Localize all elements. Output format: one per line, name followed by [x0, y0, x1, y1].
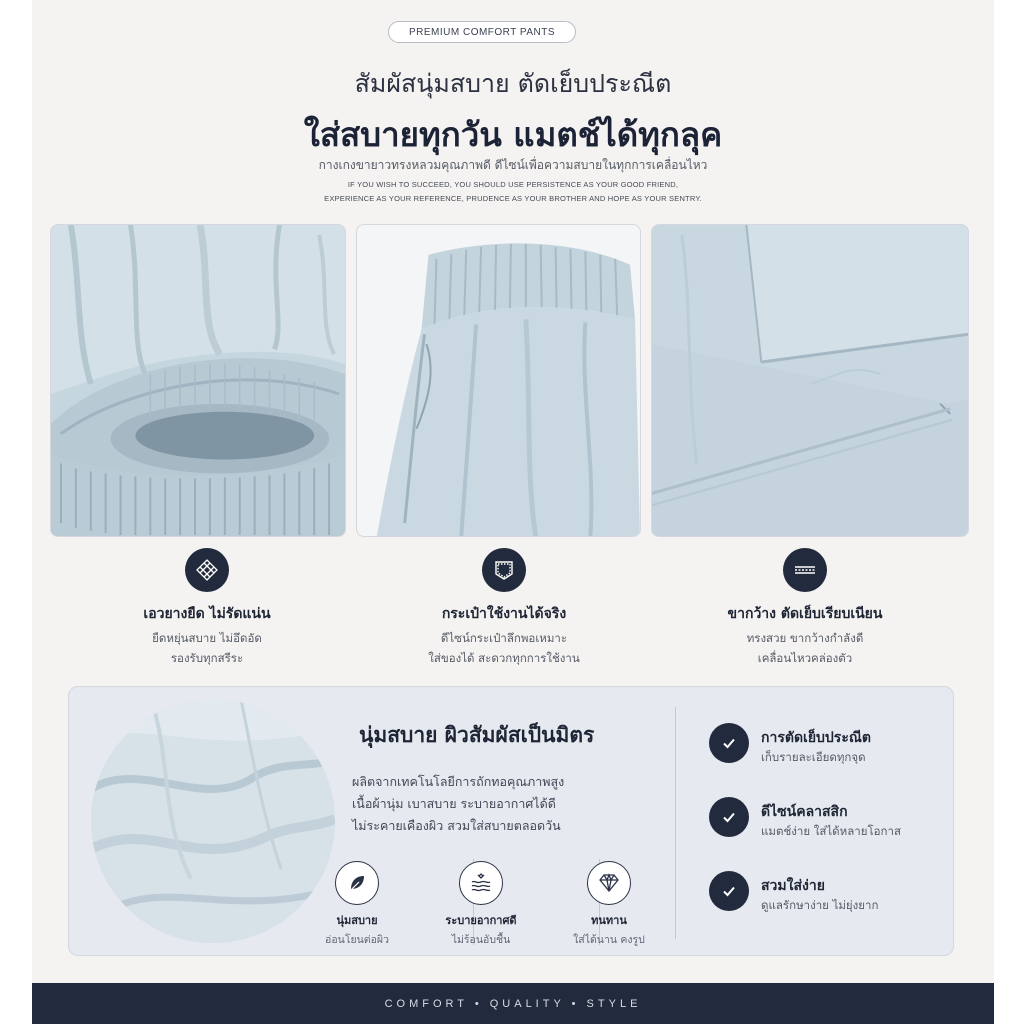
feature-title: กระเป๋าใช้งานได้จริง [441, 606, 567, 622]
feature-desc-2: ใส่ของได้ สะดวกทุกการใช้งาน [428, 651, 580, 665]
property-durable [549, 861, 669, 948]
property-title: นุ่มสบาย [336, 914, 378, 927]
premium-badge: PREMIUM COMFORT PANTS [388, 21, 576, 43]
check-title: การตัดเย็บประณีต [761, 730, 871, 746]
property-title: ทนทาน [591, 914, 627, 927]
property-sub: ใส่ได้นาน คงรูป [573, 934, 645, 946]
check-sub: เก็บรายละเอียดทุกจุด [761, 750, 866, 764]
check-item-classic-design [709, 797, 949, 841]
feature-desc-1: ยืดหยุ่นสบาย ไม่อึดอัด [152, 631, 262, 645]
quote-line-1: IF YOU WISH TO SUCCEED, YOU SHOULD USE PERSISTENCE AS YOUR GOOD FRIEND, [347, 180, 679, 189]
check-icon [709, 797, 749, 837]
woven-fabric-icon [185, 548, 229, 592]
quote-line-2: EXPERIENCE AS YOUR REFERENCE, PRUDENCE AS YOUR BROTHER AND HOPE AS YOUR SENTRY. [324, 194, 702, 203]
property-sub: ไม่ร้อนอับชื้น [451, 934, 511, 946]
feature-desc-2: รองรับทุกสรีระ [170, 651, 244, 665]
feature-title: ขากว้าง ตัดเย็บเรียบเนียน [727, 606, 883, 622]
hem-photo [651, 224, 969, 537]
headline-secondary: ใส่สบายทุกวัน แมตช์ได้ทุกลุค [303, 115, 723, 154]
fabric-panel [68, 686, 954, 956]
panel-desc-line: ไม่ระคายเคืองผิว สวมใส่สบายตลอดวัน [352, 818, 561, 833]
hem-stitch-icon [783, 548, 827, 592]
feature-desc-1: ทรงสวย ขากว้างกำลังดี [746, 631, 864, 645]
check-sub: แมตช์ง่าย ใส่ได้หลายโอกาส [761, 824, 901, 838]
check-item-easy-wear [709, 871, 949, 915]
leaf-icon [335, 861, 379, 905]
check-icon [709, 871, 749, 911]
panel-desc-line: ผลิตจากเทคโนโลยีการถักทอคุณภาพสูง [352, 774, 565, 789]
check-item-craftsmanship [709, 723, 949, 767]
property-title: ระบายอากาศดี [445, 914, 517, 927]
check-title: สวมใส่ง่าย [761, 878, 825, 894]
check-title: ดีไซน์คลาสสิก [761, 804, 848, 820]
property-breathable [421, 861, 541, 948]
panel-desc-line: เนื้อผ้านุ่ม เบาสบาย ระบายอากาศได้ดี [352, 796, 556, 811]
diamond-icon [587, 861, 631, 905]
property-soft [297, 861, 417, 948]
product-page [32, 0, 994, 1024]
subtitle: กางเกงขายาวทรงหลวมคุณภาพดี ดีไซน์เพื่อความสบายในทุกการเคลื่อนไหว [318, 158, 708, 172]
footer-tagline: COMFORT • QUALITY • STYLE [32, 983, 994, 1024]
waistband-photo [50, 224, 346, 537]
property-sub: อ่อนโยนต่อผิว [325, 934, 389, 946]
feature-wide-leg [675, 548, 935, 668]
airflow-icon [459, 861, 503, 905]
feature-desc-2: เคลื่อนไหวคล่องตัว [757, 651, 853, 665]
check-sub: ดูแลรักษาง่าย ไม่ยุ่งยาก [761, 898, 879, 912]
feature-waistband [77, 548, 337, 668]
panel-description [352, 771, 682, 837]
panel-title: นุ่มสบาย ผิวสัมผัสเป็นมิตร [359, 723, 595, 747]
pocket-icon [482, 548, 526, 592]
check-icon [709, 723, 749, 763]
feature-title: เอวยางยืด ไม่รัดแน่น [143, 606, 271, 622]
pocket-photo [356, 224, 641, 537]
headline-primary: สัมผัสนุ่มสบาย ตัดเย็บประณีต [354, 69, 672, 98]
feature-pocket [374, 548, 634, 668]
feature-desc-1: ดีไซน์กระเป๋าลึกพอเหมาะ [440, 631, 568, 645]
divider [675, 707, 676, 939]
